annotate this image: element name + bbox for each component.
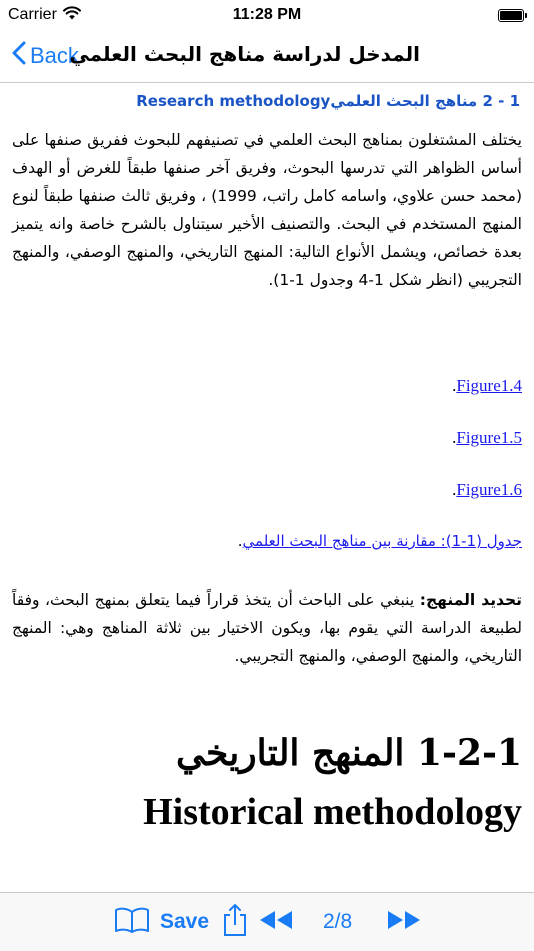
navigation-bar <box>0 30 534 83</box>
status-bar <box>0 0 534 30</box>
battery-full-icon <box>498 9 524 22</box>
fast-forward-icon <box>386 909 422 935</box>
definition-paragraph <box>12 586 522 670</box>
table-link-label: جدول (1-1): مقارنة بين مناهج البحث العلمي <box>242 532 522 550</box>
subsection-heading-english: Historical methodology <box>143 791 522 833</box>
share-icon <box>222 903 248 941</box>
table-link-1-1[interactable]: جدول (1-1): مقارنة بين مناهج البحث العلمي. <box>237 532 522 550</box>
wifi-icon <box>63 6 81 25</box>
figure-link-label: Figure1.6 <box>456 480 522 499</box>
share-button[interactable] <box>222 893 248 951</box>
book-icon <box>114 906 150 938</box>
book-button[interactable] <box>114 893 150 951</box>
figure-link-1-5[interactable]: .Figure1.5 <box>452 428 522 447</box>
reader-content[interactable] <box>0 82 534 892</box>
save-label: Save <box>160 910 210 933</box>
previous-page-button[interactable] <box>258 893 294 951</box>
page-indicator-label: 2/8 <box>323 910 353 933</box>
status-time: 11:28 PM <box>232 6 302 23</box>
figure-link-1-4[interactable]: .Figure1.4 <box>452 376 522 395</box>
subsection-heading-arabic: 1-2-1 المنهج التاريخي <box>175 732 522 774</box>
figure-link-label: Figure1.5 <box>456 428 522 447</box>
bottom-toolbar <box>0 892 534 951</box>
section-heading: 1 - 2 مناهج البحث العلميResearch methodology <box>136 92 520 110</box>
back-label: Back <box>30 43 79 68</box>
status-right <box>498 9 534 22</box>
figure-link-label: Figure1.4 <box>456 376 522 395</box>
figure-link-1-6[interactable]: .Figure1.6 <box>452 480 522 499</box>
nav-title: المدخل لدراسة مناهج البحث العلمي <box>69 42 420 66</box>
rewind-icon <box>258 909 294 935</box>
intro-paragraph: يختلف المشتغلون بمناهج البحث العلمي في تصنيفهم للبحوث ففريق صنفها على أساس الظواهر التي تدرسها البحوث، وفريق آخر صنفها طبقاً للغرض أو الهدف (محمد حسن علاوي، واسامه كامل راتب، 1999) ، وفريق ثالث صنفها طبقاً لنوع المنهج المستخدم في البحث. والتصنيف الأخير سيتناول بالشرح خاصة وانه يتميز بعدة خصائص، ويشمل الأنواع التالية: المنهج التاريخي، والمنهج الوصفي، والمنهج التجريبي (انظر شكل 1-4 وجدول 1-1). <box>12 131 522 289</box>
next-page-button[interactable] <box>386 893 422 951</box>
status-left <box>0 6 81 25</box>
page-indicator <box>323 893 352 951</box>
back-button[interactable] <box>0 41 79 71</box>
save-button[interactable] <box>160 893 209 951</box>
chevron-left-icon <box>12 41 26 71</box>
definition-term: تحديد المنهج: <box>419 591 522 609</box>
definition-text: ينبغي على الباحث أن يتخذ قراراً فيما يتعلق بمنهج البحث، وفقاً لطبيعة الدراسة التي يقوم بها، ويكون الاختيار بين ثلاثة المناهج وهي: المنهج التاريخي، والمنهج الوصفي، والمنهج التجريبي. <box>12 591 522 665</box>
carrier-label: Carrier <box>8 6 57 23</box>
